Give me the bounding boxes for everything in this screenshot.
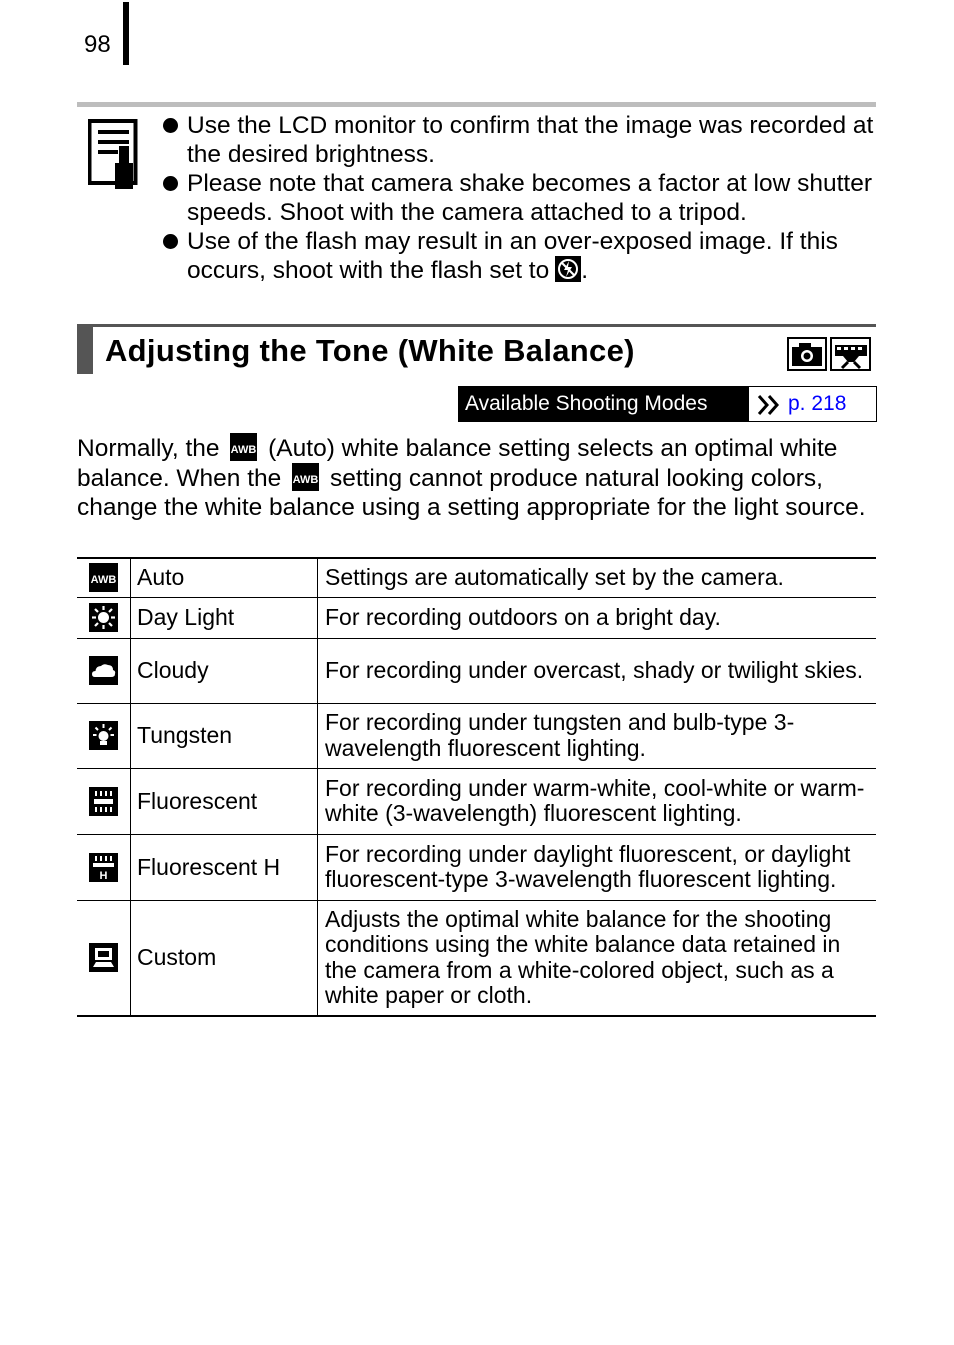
header-accent-bar [77,327,93,374]
cloudy-icon [89,656,118,685]
note-text: Please note that camera shake becomes a factor at low shutter speeds. Shoot with the camera attached to a tripod. [187,170,873,226]
svg-text:H: H [99,869,108,882]
table-cell-icon [77,703,131,768]
awb-icon [230,433,257,461]
camera-icon [788,338,826,370]
page-number: 98 [84,31,111,58]
table-cell-icon [77,834,131,900]
table-cell-name: Auto [131,558,318,597]
table-cell-name: Fluorescent [131,768,318,834]
double-chevron-icon [756,393,782,417]
bullet-icon [163,118,178,133]
table-cell-description: For recording under warm-white, cool-white or warm-white (3-wavelength) fluorescent lighting. [318,768,877,834]
fluorescent-icon [89,787,118,816]
intro-paragraph [77,433,877,522]
note-suffix: . [581,257,589,284]
table-cell-description: Settings are automatically set by the camera. [318,558,877,597]
table-cell-icon [77,768,131,834]
svg-text:AWB: AWB [292,474,319,486]
table-row [77,638,876,703]
awb-icon [292,463,319,491]
white-balance-table [77,557,876,1017]
intro-text: Normally, the [77,435,220,462]
table-row [77,597,876,638]
tungsten-icon [89,721,118,750]
table-cell-description: For recording under tungsten and bulb-type 3-wavelength fluorescent lighting. [318,703,877,768]
table-cell-name: Fluorescent H [131,834,318,900]
note-list [161,111,876,285]
table-cell-name: Tungsten [131,703,318,768]
table-row [77,900,876,1016]
table-cell-name: Custom [131,900,318,1016]
custom-icon [89,943,118,972]
intro-text: setting cannot produce natural looking colors, change the white balance using a setting appropriate for the light source. [77,465,866,521]
bullet-icon [163,234,178,249]
table-cell-icon [77,638,131,703]
table-cell-icon [77,558,131,597]
intro-text: (Auto) white balance setting selects an optimal white balance. When the [77,435,838,492]
table-row [77,834,876,900]
table-row [77,703,876,768]
table-cell-description: For recording under overcast, shady or twilight skies. [318,638,877,703]
note-item [161,111,876,169]
note-text: Use of the flash may result in an over-exposed image. If this occurs, shoot with the flash set to [187,228,838,284]
bullet-icon [163,176,178,191]
table-row [77,558,876,597]
table-cell-icon [77,900,131,1016]
fluorescent-h-icon [89,853,118,882]
table-cell-description: For recording outdoors on a bright day. [318,597,877,638]
section-header [77,324,876,377]
flash-off-icon [555,256,581,282]
note-pencil-icon [88,119,140,191]
awb-icon [89,563,118,592]
table-row [77,768,876,834]
table-cell-description: Adjusts the optimal white balance for the shooting conditions using the white balance data retained in the camera from a white-colored object, such as a white paper or cloth. [325,905,841,1009]
shooting-mode-icons [787,337,871,371]
available-modes-box [458,386,877,422]
daylight-icon [89,603,118,632]
movie-icon [831,338,870,370]
table-cell-name: Day Light [131,597,318,638]
svg-text:AWB: AWB [90,574,117,587]
table-cell-name: Cloudy [131,638,318,703]
page-number-bar [123,2,129,65]
svg-text:AWB: AWB [230,444,257,456]
section-title: Adjusting the Tone (White Balance) [105,333,635,368]
note-text: Use the LCD monitor to confirm that the image was recorded at the desired brightness. [187,112,874,168]
available-modes-link[interactable]: p. 218 [788,392,847,415]
table-cell-icon [77,597,131,638]
notes-box [77,102,876,284]
table-cell-description: For recording under daylight fluorescent, or daylight fluorescent-type 3-wavelength fluorescent lighting. [318,834,877,900]
available-modes-label: Available Shooting Modes [459,387,749,421]
note-item [161,169,876,227]
note-item [161,227,876,285]
